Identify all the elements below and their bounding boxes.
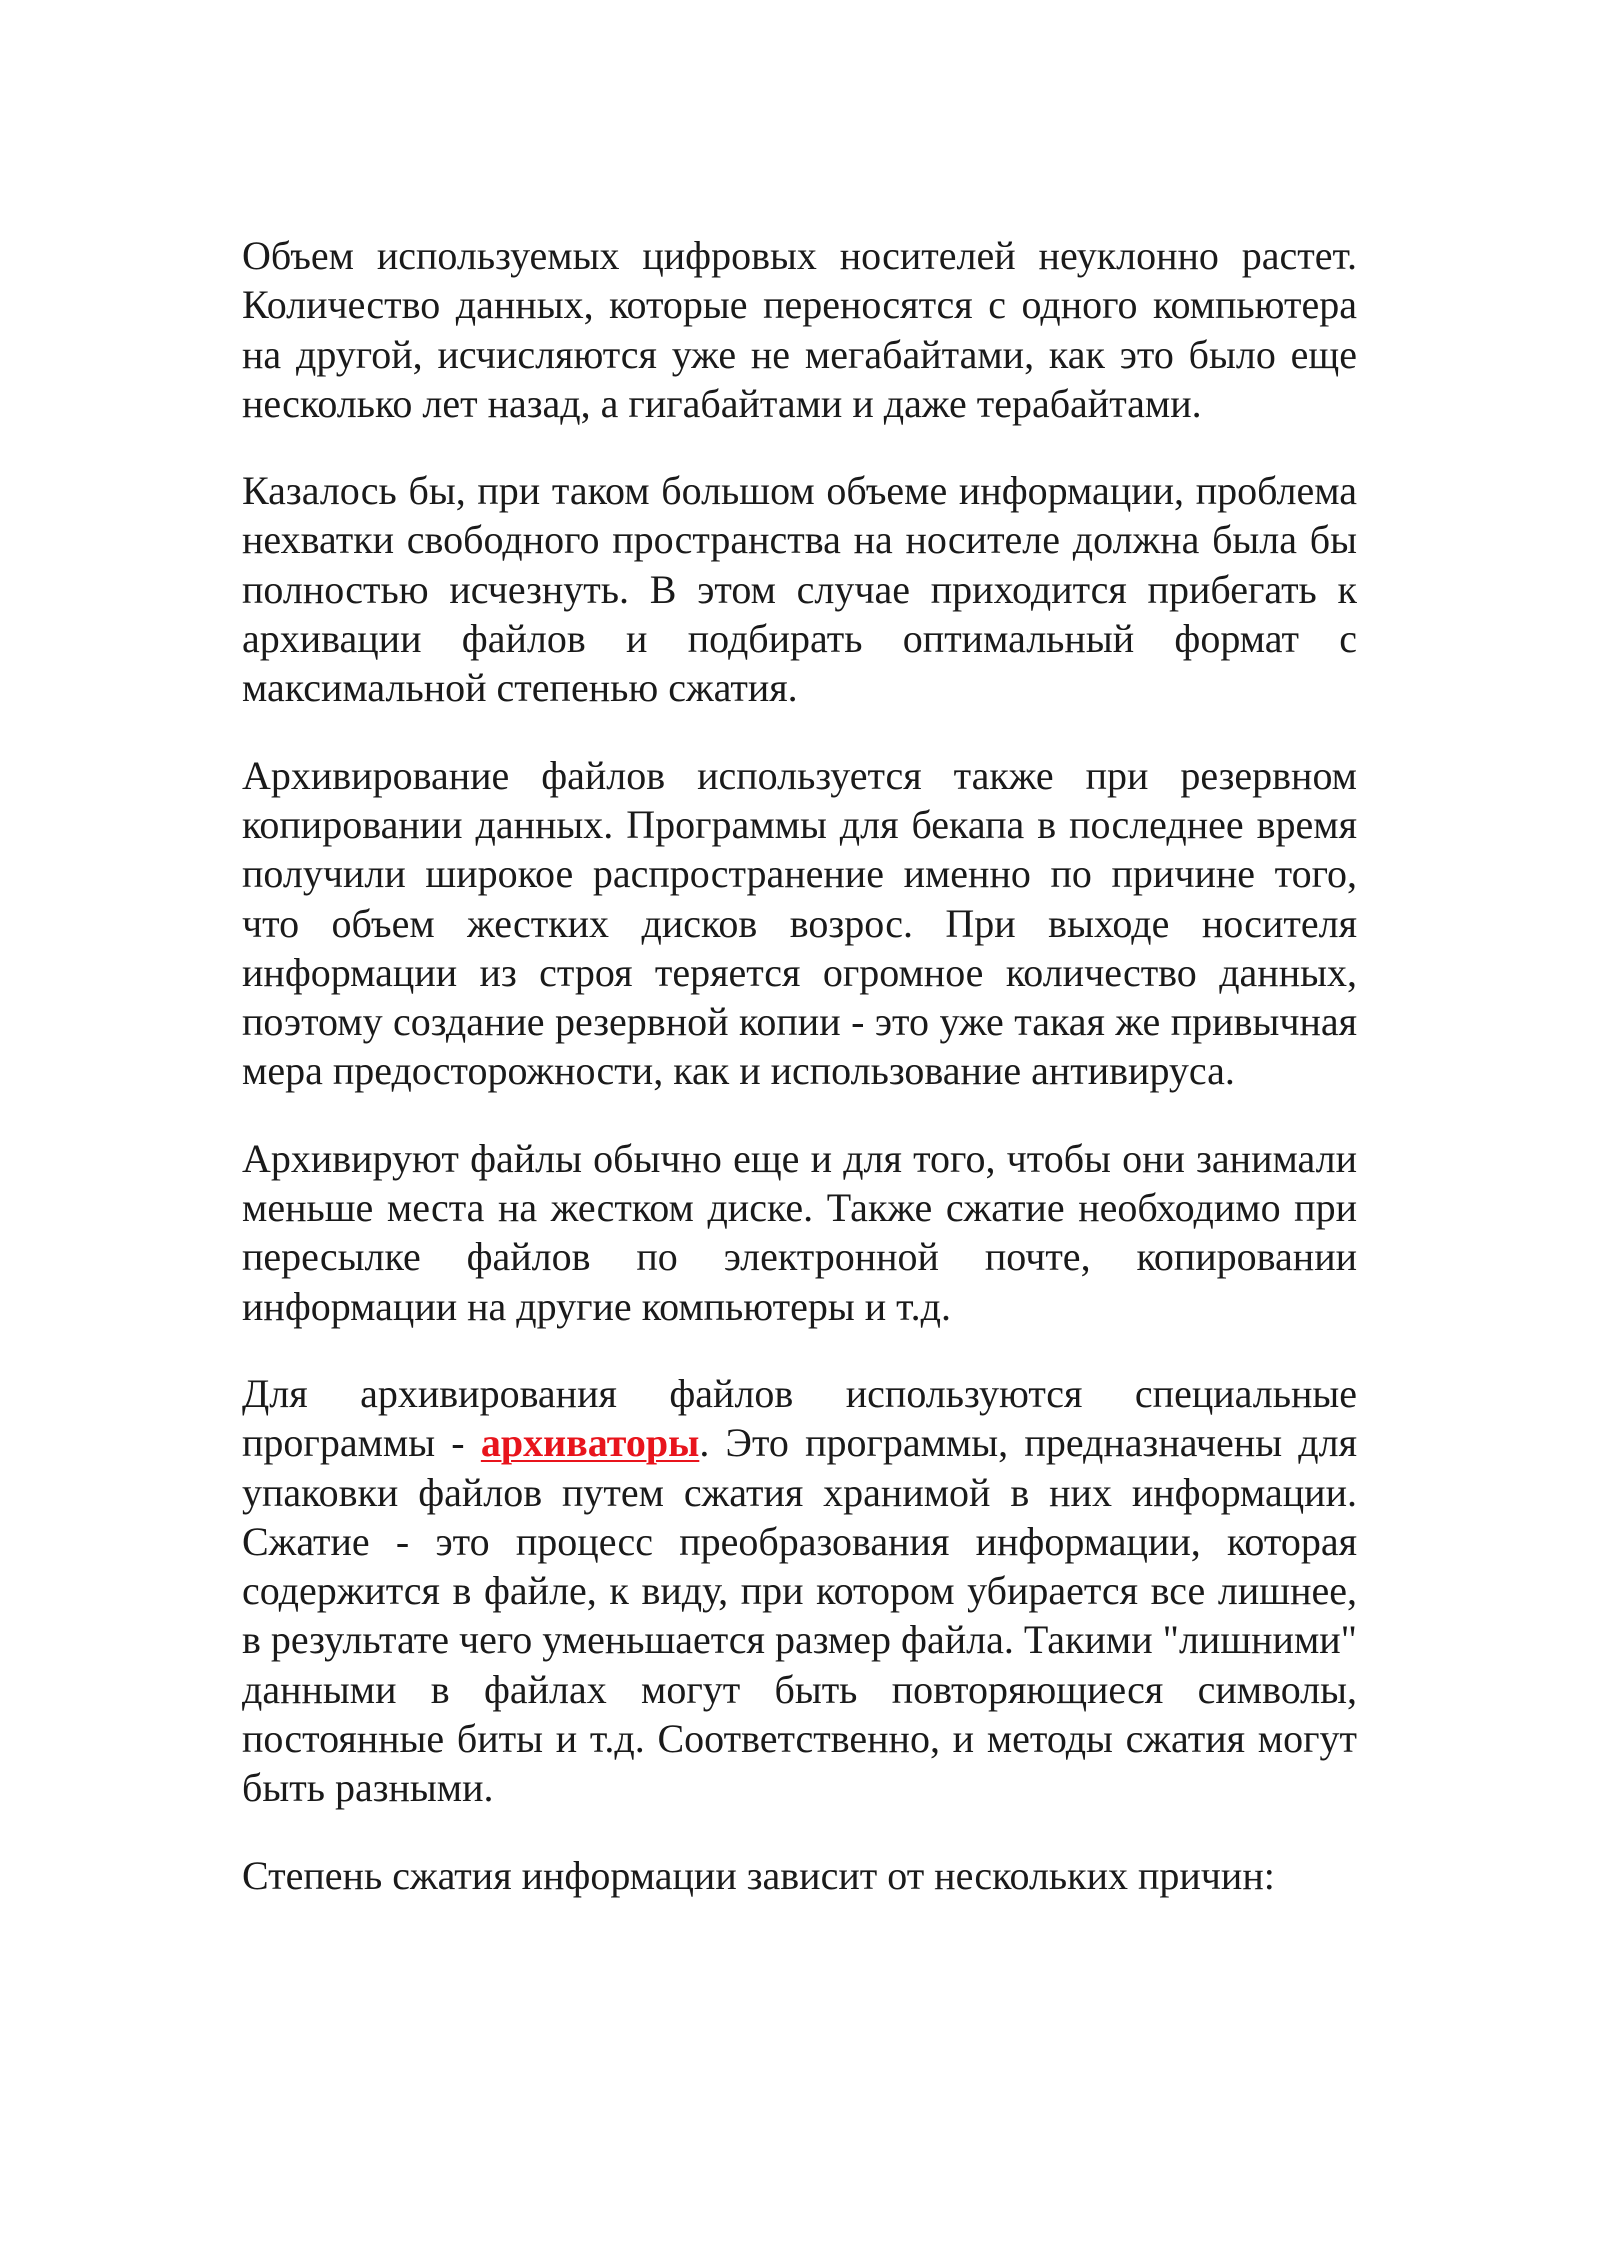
paragraph-storage-growth: Объем используемых цифровых носителей неуклонно растет. Количество данных, которые переносятся с одного компьютера на другой, исчисляются уже не мегабайтами, как это было еще несколько лет назад, а гигабайтами и даже терабайтами. bbox=[242, 233, 1357, 426]
archivers-link[interactable]: архиваторы bbox=[480, 1420, 700, 1466]
archivers-text-before: Для архивирования файлов используются специальные программы - bbox=[242, 1370, 1357, 1466]
paragraph-backup: Архивирование файлов используется также при резервном копировании данных. Программы для бекапа в последнее время получили широкое распространение именно по причине того, что объем жестких дисков возрос. При выходе носителя информации из строя теряется огромное количество данных, поэтому создание резервной копии - это уже такая же привычная мера предосторожности, как и использование антивируса. bbox=[242, 752, 1357, 1094]
archivers-text-after: . Это программы, предназначены для упаковки файлов путем сжатия хранимой в них информации. Сжатие - это процесс преобразования информации, которая содержится в файле, к виду, при котором убирается все лишнее, в результате чего уменьшается размер файла. Такими "лишними" данными в файлах могут быть повторяющиеся символы, постоянные биты и т.д. Соответственно, и методы сжатия могут быть разными. bbox=[242, 1420, 1358, 1811]
paragraph-free-space: Казалось бы, при таком большом объеме информации, проблема нехватки свободного пространства на носителе должна была бы полностью исчезнуть. В этом случае приходится прибегать к архивации файлов и подбирать оптимальный формат с максимальной степенью сжатия. bbox=[242, 468, 1357, 711]
paragraph-compression-ratio: Степень сжатия информации зависит от нескольких причин: bbox=[242, 1852, 1275, 1898]
document-body bbox=[242, 231, 1357, 1900]
paragraph-disk-space: Архивируют файлы обычно еще и для того, чтобы они занимали меньше места на жестком диске. Также сжатие необходимо при пересылке файлов по электронной почте, копировании информации на другие компьютеры и т.д. bbox=[242, 1135, 1357, 1329]
paragraph-archivers bbox=[242, 1369, 1357, 1813]
